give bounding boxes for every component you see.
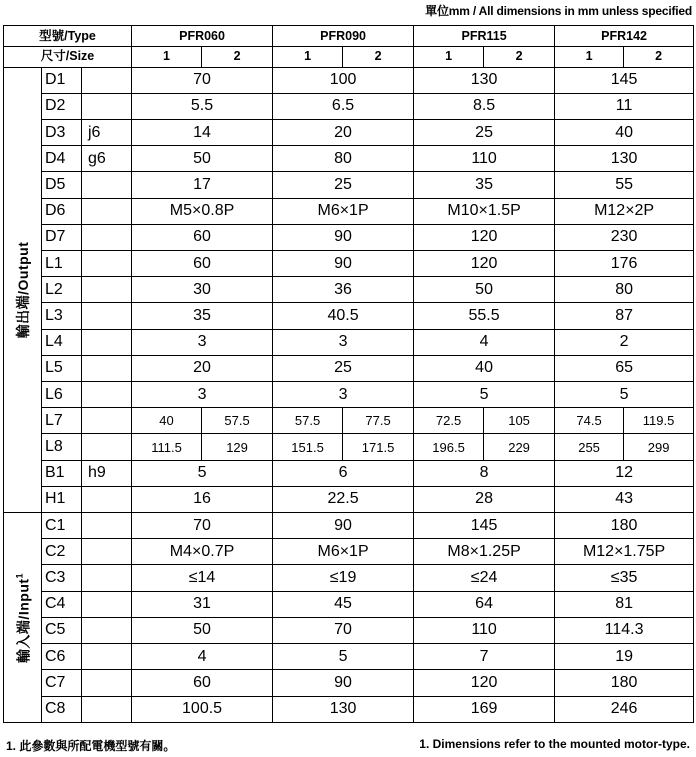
dimension-value: 36 <box>273 277 414 303</box>
dimension-value: ≤35 <box>555 565 694 591</box>
dimension-label: C6 <box>42 644 82 670</box>
type-header-cell: PFR142 <box>555 26 694 47</box>
dimension-value: 72.5 <box>414 408 484 434</box>
tolerance-class <box>82 591 132 617</box>
dimension-value: 145 <box>555 67 694 93</box>
dimension-row <box>4 277 694 303</box>
group-label-text <box>16 241 30 338</box>
size-header-cell: 1 <box>273 46 343 67</box>
dimension-label: C5 <box>42 617 82 643</box>
dimension-value: 3 <box>132 382 273 408</box>
tolerance-class <box>82 382 132 408</box>
group-label-main: 輸入端/Input <box>14 577 31 663</box>
dimension-label: L6 <box>42 382 82 408</box>
dimension-row <box>4 486 694 512</box>
dimension-value: 5 <box>132 460 273 486</box>
dimension-value: 120 <box>414 224 555 250</box>
dimension-value: 80 <box>555 277 694 303</box>
dimension-row <box>4 644 694 670</box>
dimension-value: 70 <box>132 67 273 93</box>
tolerance-class <box>82 93 132 119</box>
type-header-label: 型號/Type <box>4 26 132 47</box>
dimension-row <box>4 408 694 434</box>
dimension-value: 60 <box>132 224 273 250</box>
tolerance-class <box>82 486 132 512</box>
dimension-value: 57.5 <box>202 408 273 434</box>
dimension-row <box>4 251 694 277</box>
dimension-row <box>4 382 694 408</box>
dimension-value: 229 <box>484 434 555 460</box>
dimension-value: 50 <box>132 146 273 172</box>
dimension-row <box>4 460 694 486</box>
dimension-value: 180 <box>555 513 694 539</box>
dimension-row <box>4 93 694 119</box>
tolerance-class <box>82 644 132 670</box>
dimension-value: 7 <box>414 644 555 670</box>
dimension-value: 35 <box>132 303 273 329</box>
dimension-value: 176 <box>555 251 694 277</box>
dimension-value: ≤14 <box>132 565 273 591</box>
dimension-value: 40 <box>555 120 694 146</box>
dimension-value: 74.5 <box>555 408 624 434</box>
group-label-main: 輸出端/Output <box>14 241 31 339</box>
dimension-value: 25 <box>273 355 414 381</box>
dimension-label: H1 <box>42 486 82 512</box>
dimension-value: 114.3 <box>555 617 694 643</box>
dimension-value: 3 <box>273 329 414 355</box>
dimension-value: 87 <box>555 303 694 329</box>
tolerance-class: j6 <box>82 120 132 146</box>
dimension-value: 30 <box>132 277 273 303</box>
dimension-value: 5.5 <box>132 93 273 119</box>
dimension-value: 17 <box>132 172 273 198</box>
dimension-table <box>3 25 694 723</box>
dimension-value: 81 <box>555 591 694 617</box>
dimension-value: 80 <box>273 146 414 172</box>
tolerance-class <box>82 565 132 591</box>
dimension-label: D6 <box>42 198 82 224</box>
dimension-row <box>4 198 694 224</box>
dimension-value: 3 <box>132 329 273 355</box>
dimension-value: M6×1P <box>273 539 414 565</box>
dimension-label: L4 <box>42 329 82 355</box>
dimension-value: 14 <box>132 120 273 146</box>
dimension-row <box>4 303 694 329</box>
dimension-value: 169 <box>414 696 555 723</box>
dimension-value: 50 <box>132 617 273 643</box>
dimension-value: 43 <box>555 486 694 512</box>
dimension-value: 90 <box>273 670 414 696</box>
dimension-value: 11 <box>555 93 694 119</box>
dimension-value: 111.5 <box>132 434 202 460</box>
dimension-value: 110 <box>414 617 555 643</box>
dimension-value: 100 <box>273 67 414 93</box>
dimension-value: 28 <box>414 486 555 512</box>
footnote-marker: 1 <box>14 572 25 578</box>
dimension-value: 255 <box>555 434 624 460</box>
tolerance-class <box>82 224 132 250</box>
dimension-label: L3 <box>42 303 82 329</box>
dimension-value: 110 <box>414 146 555 172</box>
size-header-cell: 2 <box>484 46 555 67</box>
dimension-row <box>4 355 694 381</box>
dimension-row <box>4 329 694 355</box>
dimension-label: C3 <box>42 565 82 591</box>
dimension-label: C2 <box>42 539 82 565</box>
dimension-label: C4 <box>42 591 82 617</box>
dimension-value: ≤19 <box>273 565 414 591</box>
dimension-value: 64 <box>414 591 555 617</box>
dimension-value: 16 <box>132 486 273 512</box>
dimension-value: 25 <box>273 172 414 198</box>
dimension-value: 145 <box>414 513 555 539</box>
dimension-row <box>4 565 694 591</box>
dimension-value: 230 <box>555 224 694 250</box>
tolerance-class <box>82 198 132 224</box>
dimension-label: D2 <box>42 93 82 119</box>
tolerance-class <box>82 303 132 329</box>
output-group-label <box>4 67 42 512</box>
dimension-value: 246 <box>555 696 694 723</box>
type-header-cell: PFR060 <box>132 26 273 47</box>
dimension-value: 40 <box>414 355 555 381</box>
dimension-value: 8 <box>414 460 555 486</box>
dimension-label: L1 <box>42 251 82 277</box>
dimension-label: D7 <box>42 224 82 250</box>
dimension-label: L5 <box>42 355 82 381</box>
dimension-label: D1 <box>42 67 82 93</box>
dimension-value: 5 <box>273 644 414 670</box>
dimension-value: M12×1.75P <box>555 539 694 565</box>
dimension-value: 45 <box>273 591 414 617</box>
size-header-cell: 1 <box>555 46 624 67</box>
size-header-cell: 1 <box>414 46 484 67</box>
group-label-text <box>15 572 30 662</box>
dimension-label: C7 <box>42 670 82 696</box>
dimension-label: C8 <box>42 696 82 723</box>
tolerance-class <box>82 670 132 696</box>
dimension-value: ≤24 <box>414 565 555 591</box>
dimension-value: 90 <box>273 513 414 539</box>
tolerance-class <box>82 513 132 539</box>
dimension-label: C1 <box>42 513 82 539</box>
dimension-value: 40.5 <box>273 303 414 329</box>
dimension-row <box>4 67 694 93</box>
size-header-cell: 1 <box>132 46 202 67</box>
dimension-value: M6×1P <box>273 198 414 224</box>
dimension-value: 5 <box>555 382 694 408</box>
dimension-value: M10×1.5P <box>414 198 555 224</box>
dimension-label: D3 <box>42 120 82 146</box>
tolerance-class <box>82 67 132 93</box>
tolerance-class: h9 <box>82 460 132 486</box>
dimension-value: 130 <box>273 696 414 723</box>
dimension-value: 3 <box>273 382 414 408</box>
dimension-value: 12 <box>555 460 694 486</box>
dimension-row <box>4 591 694 617</box>
tolerance-class <box>82 251 132 277</box>
dimension-value: 151.5 <box>273 434 343 460</box>
dimension-value: 6 <box>273 460 414 486</box>
dimension-row <box>4 120 694 146</box>
size-header-cell: 2 <box>624 46 694 67</box>
dimension-value: 40 <box>132 408 202 434</box>
dimension-label: D4 <box>42 146 82 172</box>
footnote-en: 1. Dimensions refer to the mounted motor-type. <box>419 737 690 751</box>
dimension-value: 120 <box>414 670 555 696</box>
dimension-row <box>4 617 694 643</box>
dimension-value: M12×2P <box>555 198 694 224</box>
dimension-value: 119.5 <box>624 408 694 434</box>
tolerance-class <box>82 329 132 355</box>
dimension-row <box>4 696 694 723</box>
tolerance-class <box>82 277 132 303</box>
type-header-cell: PFR090 <box>273 26 414 47</box>
dimension-label: D5 <box>42 172 82 198</box>
dimension-row <box>4 539 694 565</box>
dimension-value: 90 <box>273 224 414 250</box>
dimension-value: 180 <box>555 670 694 696</box>
dimension-value: 50 <box>414 277 555 303</box>
dimension-row <box>4 513 694 539</box>
dimension-value: 19 <box>555 644 694 670</box>
tolerance-class: g6 <box>82 146 132 172</box>
dimension-value: 6.5 <box>273 93 414 119</box>
tolerance-class <box>82 408 132 434</box>
dimension-label: B1 <box>42 460 82 486</box>
dimension-value: 77.5 <box>343 408 414 434</box>
dimension-row <box>4 224 694 250</box>
dimension-value: 5 <box>414 382 555 408</box>
dimension-value: 171.5 <box>343 434 414 460</box>
dimension-label: L2 <box>42 277 82 303</box>
dimension-row <box>4 670 694 696</box>
type-header-row <box>4 26 694 47</box>
dimension-value: 2 <box>555 329 694 355</box>
dimension-value: 31 <box>132 591 273 617</box>
dimension-value: M4×0.7P <box>132 539 273 565</box>
dimension-value: M8×1.25P <box>414 539 555 565</box>
dimension-value: 20 <box>273 120 414 146</box>
dimension-value: 22.5 <box>273 486 414 512</box>
dimension-value: 129 <box>202 434 273 460</box>
dimension-value: 299 <box>624 434 694 460</box>
dimension-value: 55 <box>555 172 694 198</box>
dimension-value: 57.5 <box>273 408 343 434</box>
dimension-row <box>4 434 694 460</box>
dimension-value: 130 <box>555 146 694 172</box>
dimension-value: 65 <box>555 355 694 381</box>
dimension-row <box>4 146 694 172</box>
input-group-label <box>4 513 42 723</box>
dimension-value: 70 <box>273 617 414 643</box>
dimension-value: 55.5 <box>414 303 555 329</box>
type-header-cell: PFR115 <box>414 26 555 47</box>
dimension-value: 196.5 <box>414 434 484 460</box>
unit-note: 單位mm / All dimensions in mm unless specified <box>425 4 692 18</box>
dimension-value: 25 <box>414 120 555 146</box>
dimension-value: 8.5 <box>414 93 555 119</box>
tolerance-class <box>82 434 132 460</box>
dimension-value: 120 <box>414 251 555 277</box>
tolerance-class <box>82 539 132 565</box>
tolerance-class <box>82 696 132 723</box>
dimension-value: 130 <box>414 67 555 93</box>
dimension-row <box>4 172 694 198</box>
dimension-value: 20 <box>132 355 273 381</box>
dimension-value: 4 <box>132 644 273 670</box>
size-header-cell: 2 <box>343 46 414 67</box>
size-header-row <box>4 46 694 67</box>
dimension-label: L7 <box>42 408 82 434</box>
dimension-label: L8 <box>42 434 82 460</box>
dimension-value: 4 <box>414 329 555 355</box>
dimension-value: 105 <box>484 408 555 434</box>
dimension-value: 100.5 <box>132 696 273 723</box>
dimension-value: M5×0.8P <box>132 198 273 224</box>
dimension-value: 90 <box>273 251 414 277</box>
footnote-zh: 1. 此參數與所配電機型號有關。 <box>6 739 176 753</box>
size-header-cell: 2 <box>202 46 273 67</box>
tolerance-class <box>82 172 132 198</box>
dimension-value: 60 <box>132 670 273 696</box>
dimension-value: 70 <box>132 513 273 539</box>
dimension-value: 35 <box>414 172 555 198</box>
tolerance-class <box>82 617 132 643</box>
tolerance-class <box>82 355 132 381</box>
size-header-label: 尺寸/Size <box>4 46 132 67</box>
dimension-value: 60 <box>132 251 273 277</box>
